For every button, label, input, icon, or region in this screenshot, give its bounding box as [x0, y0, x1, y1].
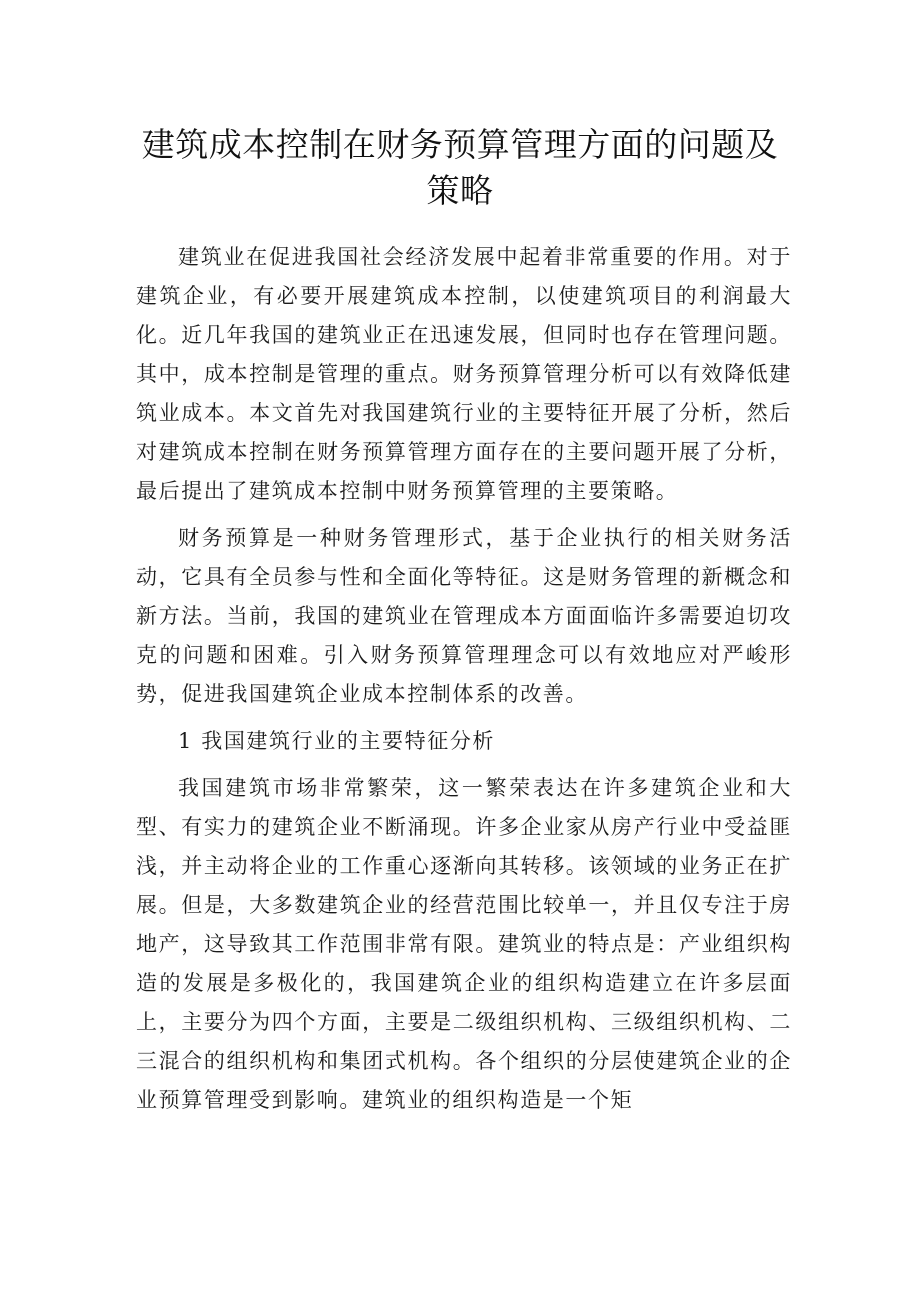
paragraph-industry-features: 我国建筑市场非常繁荣，这一繁荣表达在许多建筑企业和大型、有实力的建筑企业不断涌现。许多企业家从房产行业中受益匪浅，并主动将企业的工作重心逐渐向其转移。该领域的业务正在扩展。但是，大多数建筑企业的经营范围比较单一，并且仅专注于房地产，这导致其工作范围非常有限。建筑业的特点是：产业组织构造的发展是多极化的，我国建筑企业的组织构造建立在许多层面上，主要分为四个方面，主要是二级组织机构、三级组织机构、二三混合的组织机构和集团式机构。各个组织的分层使建筑企业的企业预算管理受到影响。建筑业的组织构造是一个矩	[136, 776, 792, 1112]
document-title: 建筑成本控制在财务预算管理方面的问题及策略	[141, 125, 779, 210]
document-body	[136, 238, 792, 1128]
paragraph-intro: 建筑业在促进我国社会经济发展中起着非常重要的作用。对于建筑企业，有必要开展建筑成本控制，以使建筑项目的利润最大化。近几年我国的建筑业正在迅速发展，但同时也存在管理问题。其中，成本控制是管理的重点。财务预算管理分析可以有效降低建筑业成本。本文首先对我国建筑行业的主要特征开展了分析，然后对建筑成本控制在财务预算管理方面存在的主要问题开展了分析，最后提出了建筑成本控制中财务预算管理的主要策略。	[136, 245, 792, 503]
section-heading-1: 1 我国建筑行业的主要特征分析	[178, 729, 496, 753]
paragraph-financial-budget: 财务预算是一种财务管理形式，基于企业执行的相关财务活动，它具有全员参与性和全面化等特征。这是财务管理的新概念和新方法。当前，我国的建筑业在管理成本方面面临许多需要迫切攻克的问题和困难。引入财务预算管理理念可以有效地应对严峻形势，促进我国建筑企业成本控制体系的改善。	[136, 526, 792, 706]
